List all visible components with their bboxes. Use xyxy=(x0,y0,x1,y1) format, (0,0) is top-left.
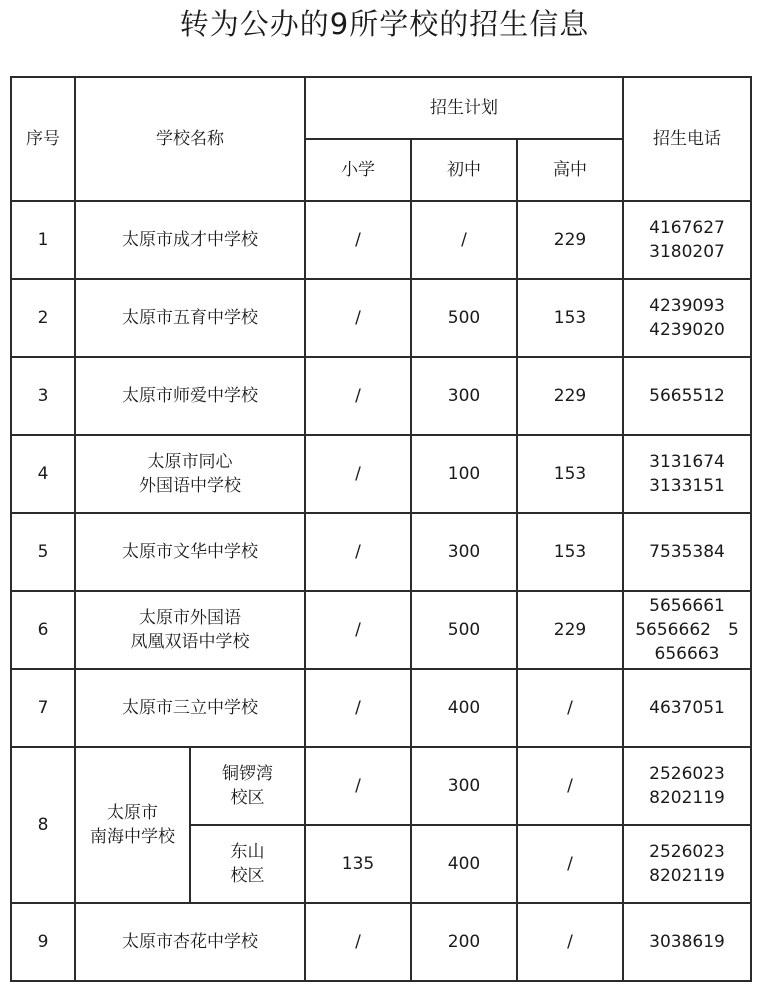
table-row xyxy=(11,357,751,435)
plan-junior: / xyxy=(411,201,517,279)
plan-senior: 229 xyxy=(517,591,623,669)
campus-name: 东山 校区 xyxy=(190,825,305,903)
plan-primary: / xyxy=(305,435,411,513)
phone-numbers: 5656661 5656662 5 656663 xyxy=(623,591,751,669)
phone-numbers: 2526023 8202119 xyxy=(623,825,751,903)
plan-primary: / xyxy=(305,357,411,435)
row-index: 3 xyxy=(11,357,75,435)
plan-primary: / xyxy=(305,279,411,357)
table-row xyxy=(11,669,751,747)
row-index: 9 xyxy=(11,903,75,981)
row-index: 8 xyxy=(11,747,75,903)
plan-junior: 400 xyxy=(411,825,517,903)
row-index: 5 xyxy=(11,513,75,591)
phone-numbers: 4167627 3180207 xyxy=(623,201,751,279)
plan-senior: 229 xyxy=(517,357,623,435)
phone-numbers: 2526023 8202119 xyxy=(623,747,751,825)
plan-primary: 135 xyxy=(305,825,411,903)
plan-senior: / xyxy=(517,747,623,825)
plan-primary: / xyxy=(305,669,411,747)
plan-junior: 400 xyxy=(411,669,517,747)
school-name: 太原市 南海中学校 xyxy=(75,747,190,903)
table-row xyxy=(11,435,751,513)
plan-junior: 500 xyxy=(411,279,517,357)
campus-name: 铜锣湾 校区 xyxy=(190,747,305,825)
table-row xyxy=(11,591,751,669)
page-title: 转为公办的9所学校的招生信息 xyxy=(179,7,590,41)
table-row xyxy=(11,513,751,591)
plan-primary: / xyxy=(305,903,411,981)
plan-primary: / xyxy=(305,747,411,825)
school-name: 太原市成才中学校 xyxy=(75,201,305,279)
header-school-name: 学校名称 xyxy=(75,77,305,201)
plan-junior: 200 xyxy=(411,903,517,981)
plan-junior: 300 xyxy=(411,747,517,825)
school-name: 太原市文华中学校 xyxy=(75,513,305,591)
row-index: 2 xyxy=(11,279,75,357)
enrollment-table xyxy=(10,76,752,982)
school-name: 太原市五育中学校 xyxy=(75,279,305,357)
header-senior: 高中 xyxy=(517,139,623,201)
row-index: 4 xyxy=(11,435,75,513)
phone-numbers: 4239093 4239020 xyxy=(623,279,751,357)
header-plan: 招生计划 xyxy=(305,77,623,139)
plan-senior: 153 xyxy=(517,279,623,357)
phone-numbers: 3038619 xyxy=(623,903,751,981)
phone-numbers: 4637051 xyxy=(623,669,751,747)
plan-senior: / xyxy=(517,903,623,981)
plan-senior: / xyxy=(517,669,623,747)
plan-senior: 153 xyxy=(517,513,623,591)
header-phone: 招生电话 xyxy=(623,77,751,201)
header-index: 序号 xyxy=(11,77,75,201)
plan-senior: 229 xyxy=(517,201,623,279)
table-row xyxy=(11,201,751,279)
phone-numbers: 3131674 3133151 xyxy=(623,435,751,513)
table-row xyxy=(11,279,751,357)
phone-numbers: 7535384 xyxy=(623,513,751,591)
header-junior: 初中 xyxy=(411,139,517,201)
header-primary: 小学 xyxy=(305,139,411,201)
plan-primary: / xyxy=(305,591,411,669)
plan-junior: 300 xyxy=(411,357,517,435)
header-row-top xyxy=(11,77,751,139)
phone-numbers: 5665512 xyxy=(623,357,751,435)
plan-primary: / xyxy=(305,513,411,591)
school-name: 太原市师爱中学校 xyxy=(75,357,305,435)
row-index: 7 xyxy=(11,669,75,747)
school-name: 太原市杏花中学校 xyxy=(75,903,305,981)
plan-senior: / xyxy=(517,825,623,903)
plan-senior: 153 xyxy=(517,435,623,513)
row-index: 6 xyxy=(11,591,75,669)
plan-junior: 100 xyxy=(411,435,517,513)
row-index: 1 xyxy=(11,201,75,279)
plan-primary: / xyxy=(305,201,411,279)
table-row xyxy=(11,747,751,825)
school-name: 太原市外国语 凤凰双语中学校 xyxy=(75,591,305,669)
plan-junior: 300 xyxy=(411,513,517,591)
school-name: 太原市同心 外国语中学校 xyxy=(75,435,305,513)
table-row xyxy=(11,903,751,981)
plan-junior: 500 xyxy=(411,591,517,669)
school-name: 太原市三立中学校 xyxy=(75,669,305,747)
